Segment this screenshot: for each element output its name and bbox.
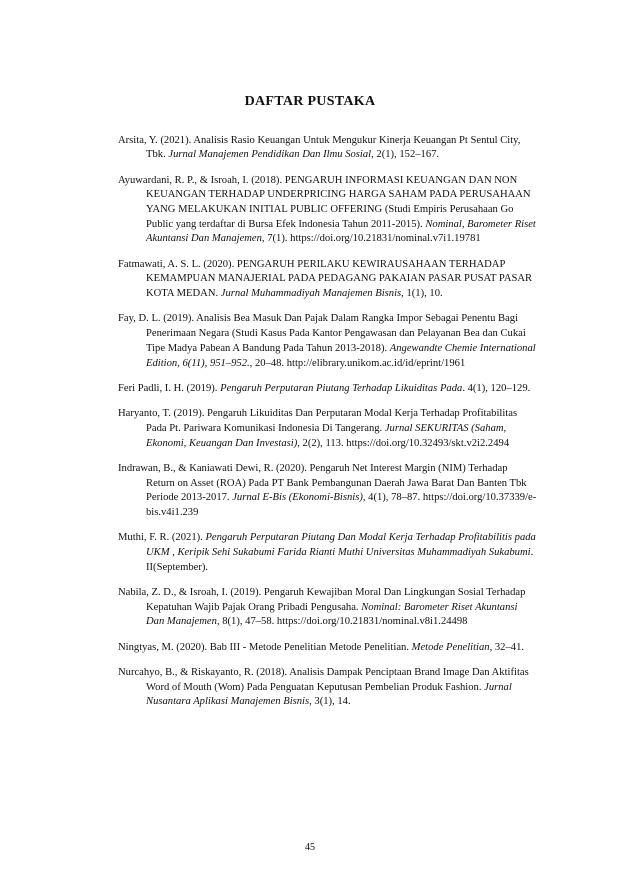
reference-details: . 4(1), 120–129.	[462, 382, 531, 394]
reference-entry	[118, 531, 538, 575]
reference-list	[118, 123, 538, 720]
reference-text: Nabila, Z. D., & Isroah, I. (2019). Pengaruh Kewajiban Moral Dan Lingkungan Sosial Terhadap Kepatuhan Wajib Pajak Orang Pribadi Pengusaha.	[118, 586, 526, 613]
reference-entry	[118, 312, 538, 371]
reference-details: , 32–41.	[489, 641, 525, 653]
reference-details: , 4(1), 78–87. https://doi.org/10.37339/e-bis.v4i1.239	[146, 492, 537, 518]
reference-text: Feri Padli, I. H. (2019).	[118, 382, 221, 394]
reference-details: , 8(1), 47–58. https://doi.org/10.21831/nominal.v8i1.24498	[216, 616, 468, 628]
reference-source: Jurnal Muhammadiyah Manajemen Bisnis	[220, 288, 402, 300]
reference-source: Angewandte Chemie International Edition, 6(11), 951–952.	[146, 342, 536, 369]
reference-text: Nurcahyo, B., & Riskayanto, R. (2018). Analisis Dampak Penciptaan Brand Image Dan Aktifitas Word of Mouth (Wom) Pada Penguatan Keputusan Pembelian Produk Fashion.	[118, 666, 529, 693]
page-number: 45	[305, 842, 315, 853]
reference-entry	[118, 641, 538, 656]
reference-source: Pengaruh Perputaran Piutang Terhadap Likuiditas Pada	[220, 382, 463, 394]
reference-entry	[118, 462, 538, 521]
reference-source: Jurnal Nusantara Aplikasi Manajemen Bisnis	[146, 681, 512, 708]
reference-source: Metode Penelitian	[411, 641, 490, 653]
reference-entry	[118, 174, 538, 248]
reference-text: Haryanto, T. (2019). Pengaruh Likuiditas Dan Perputaran Modal Kerja Terhadap Profitabilitas Pada Pt. Pariwara Komunikasi Indonesia Di Tangerang.	[118, 408, 518, 434]
reference-source: Nominal, Barometer Riset Akuntansi Dan Manajemen	[146, 218, 536, 245]
reference-source: Nominal: Barometer Riset Akuntansi Dan Manajemen	[146, 601, 518, 628]
reference-source: Jurnal E-Bis (Ekonomi-Bisnis)	[232, 492, 363, 504]
reference-details: . II(September).	[146, 546, 534, 573]
reference-details: , 3(1), 14.	[309, 696, 351, 708]
reference-details: , 20–48. http://elibrary.unikom.ac.id/id/eprint/1961	[249, 357, 466, 369]
reference-entry	[118, 134, 538, 163]
reference-details: , 2(1), 152–167.	[371, 149, 440, 161]
reference-entry	[118, 382, 538, 397]
reference-entry	[118, 258, 538, 302]
page-title: DAFTAR PUSTAKA	[244, 94, 376, 109]
reference-text: Ningtyas, M. (2020). Bab III - Metode Penelitian Metode Penelitian.	[118, 641, 412, 653]
reference-source: Jurnal SEKURITAS (Saham, Ekonomi, Keuangan Dan Investasi)	[146, 422, 507, 449]
reference-text: Fatmawati, A. S. L. (2020). PENGARUH PERILAKU KEWIRAUSAHAAN TERHADAP KEMAMPUAN MANAJERIAL PADA PEDAGANG PAKAIAN PASAR PUSAT PASAR KOTA MEDAN.	[118, 258, 533, 300]
reference-details: , 2(2), 113. https://doi.org/10.32493/skt.v2i2.2494	[297, 437, 510, 449]
reference-text: Fay, D. L. (2019). Analisis Bea Masuk Dan Pajak Dalam Rangka Impor Sebagai Penentu Bagi Penerimaan Negara (Studi Kasus Pada Kantor Pengawasan dan Pelayanan Bea dan Cukai Tipe Madya Pabean A Bandung Pada Tahun 2013-2018).	[118, 313, 526, 354]
reference-source: Jurnal Manajemen Pendidikan Dan Ilmu Sosial	[168, 149, 372, 161]
reference-details: , 7(1). https://doi.org/10.21831/nominal.v7i1.19781	[261, 233, 481, 245]
reference-source: Pengaruh Perputaran Piutang Dan Modal Kerja Terhadap Profitabilitis pada UKM , Keripik Sehi Sukabumi Farida Rianti Muthi Universitas Muhammadiyah Sukabumi	[146, 532, 536, 558]
reference-text: Ayuwardani, R. P., & Isroah, I. (2018). PENGARUH INFORMASI KEUANGAN DAN NON KEUANGAN TERHADAP UNDERPRICING HARGA SAHAM PADA PERUSAHAAN YANG MELAKUKAN INITIAL PUBLIC OFFERING (Studi Empiris Perusahaan Go Public yang terdaftar di Bursa Efek Indonesia Tahun 2011-2015).	[118, 174, 531, 230]
reference-details: , 1(1), 10.	[401, 288, 443, 300]
reference-entry	[118, 586, 538, 630]
reference-entry	[118, 666, 538, 710]
reference-text: Muthi, F. R. (2021).	[118, 532, 206, 544]
reference-text: Arsita, Y. (2021). Analisis Rasio Keuangan Untuk Mengukur Kinerja Keuangan Pt Sentul City, Tbk.	[118, 134, 521, 161]
reference-text: Indrawan, B., & Kaniawati Dewi, R. (2020). Pengaruh Net Interest Margin (NIM) Terhadap Return on Asset (ROA) Pada PT Bank Pembangunan Daerah Jawa Barat Dan Banten Tbk Periode 2013-2017.	[118, 462, 527, 504]
reference-entry	[118, 407, 538, 451]
